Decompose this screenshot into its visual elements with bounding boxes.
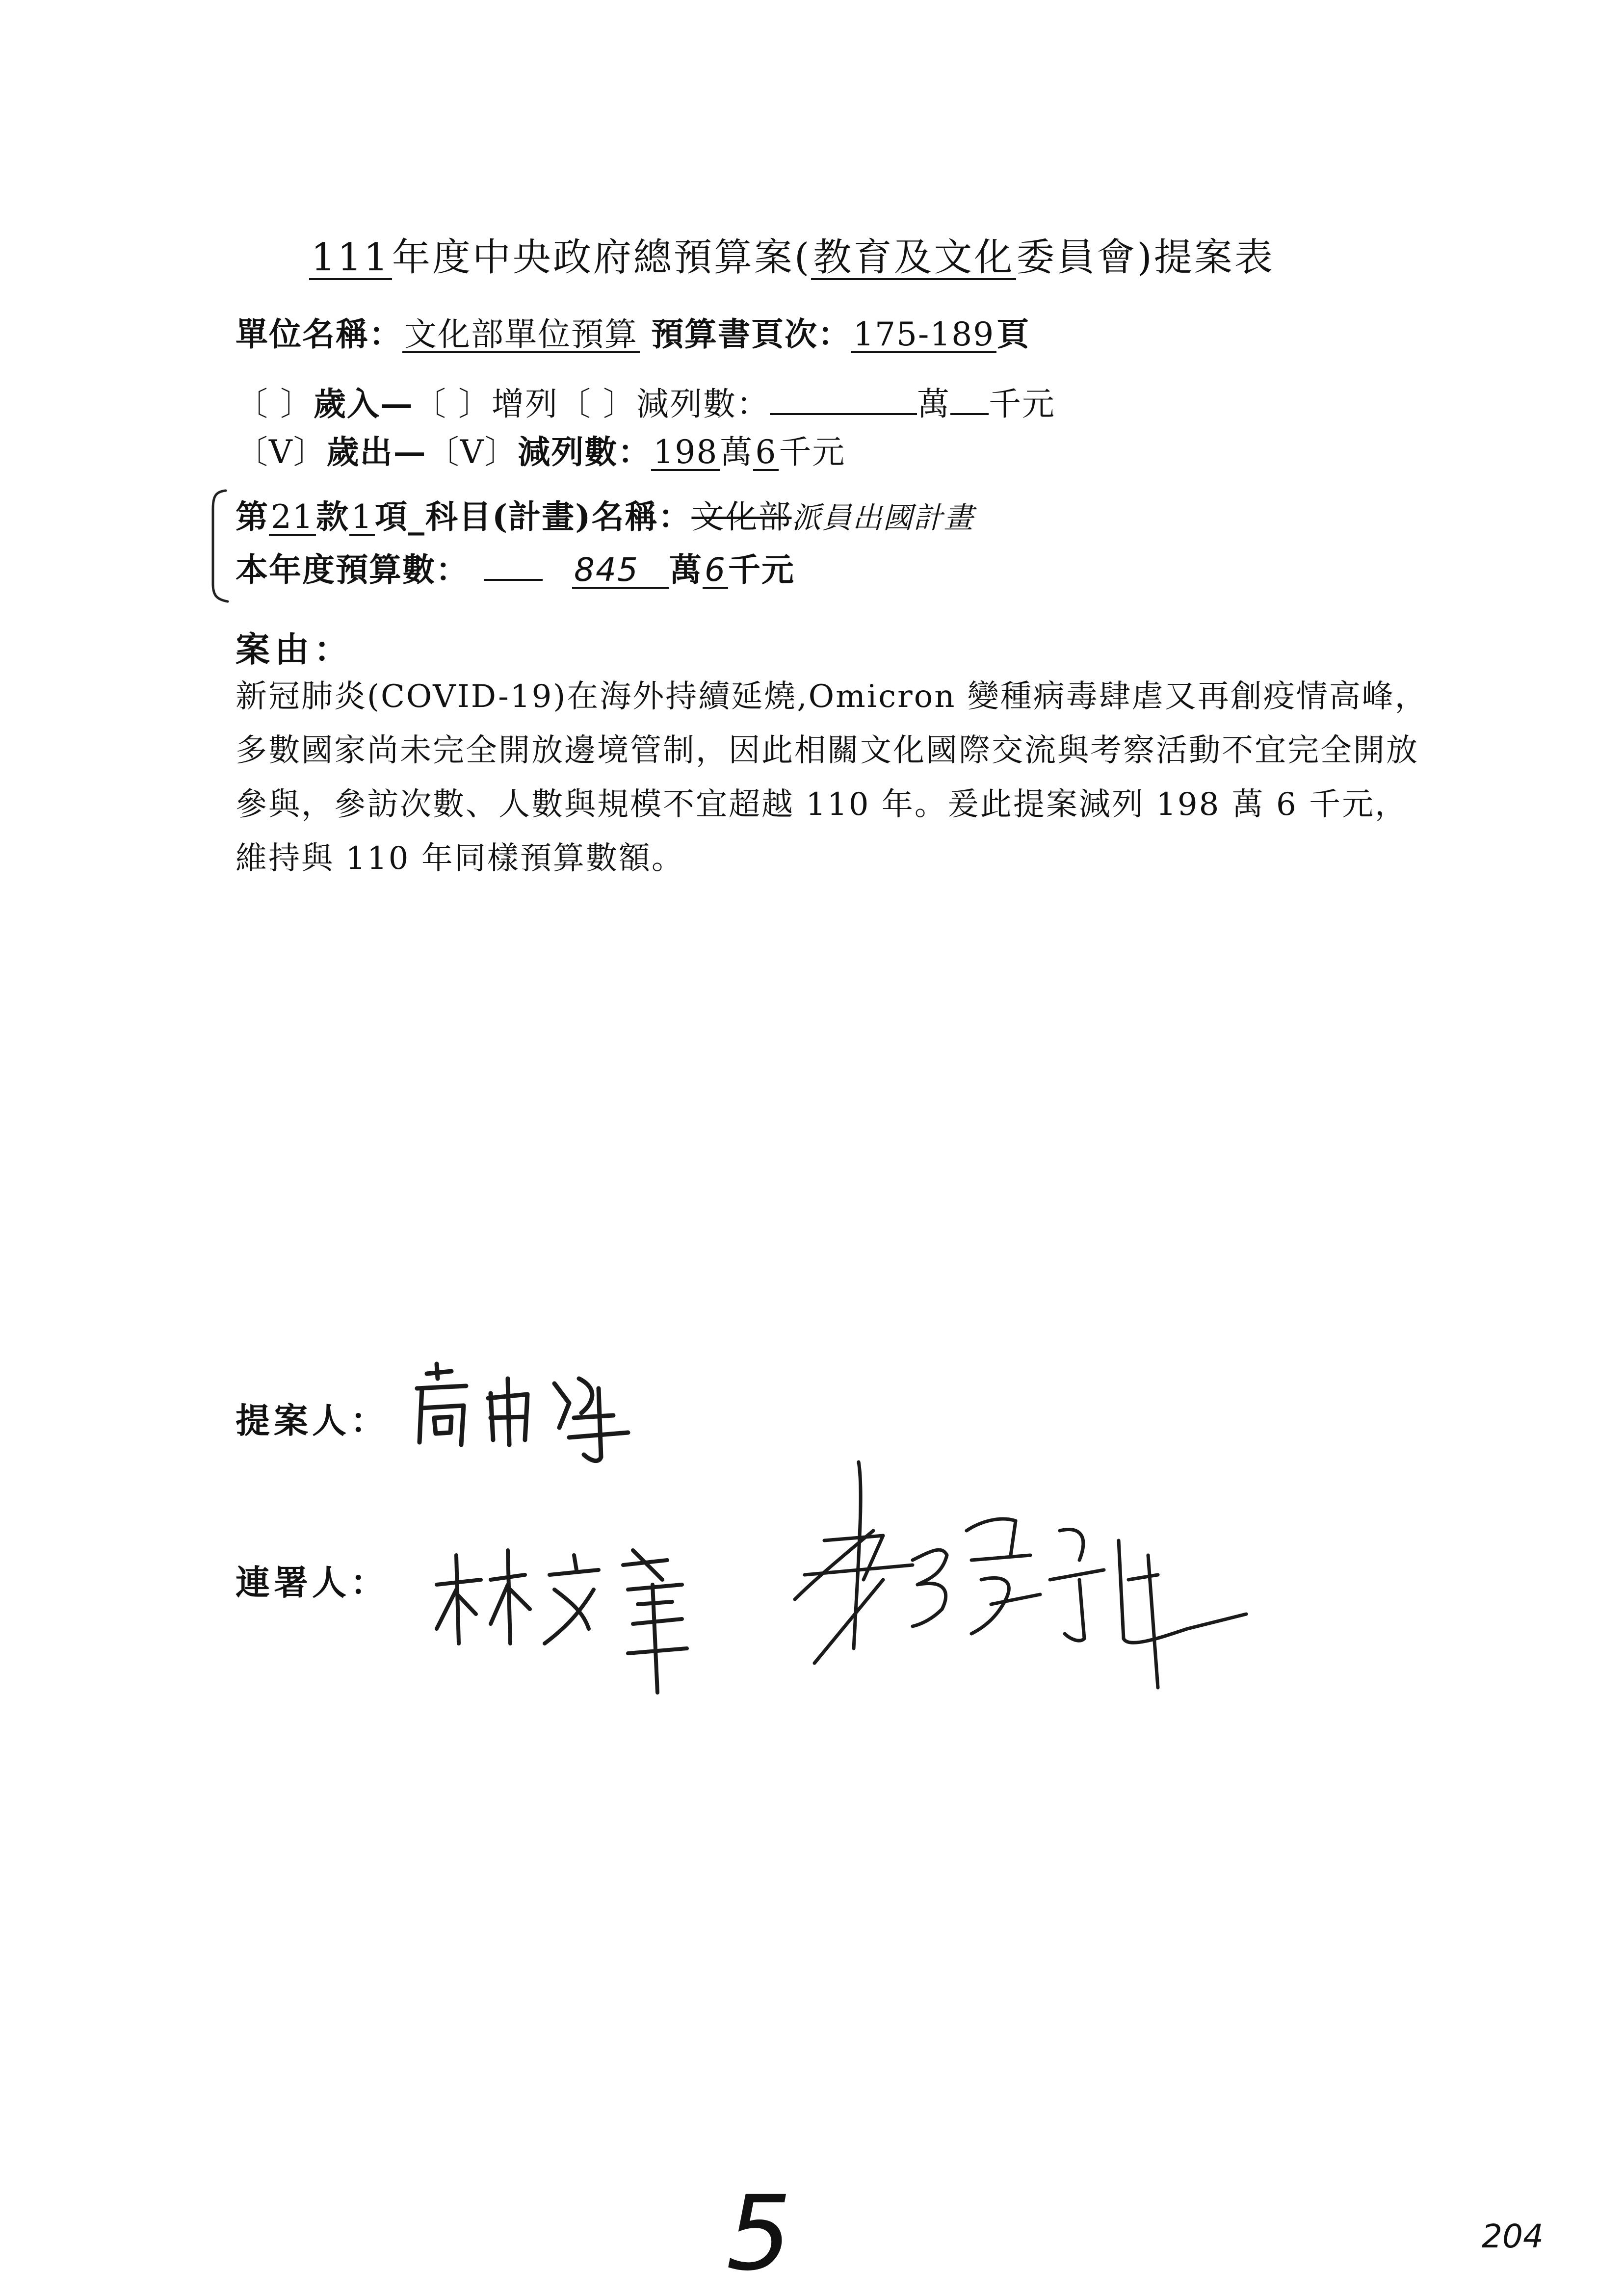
subject-prefix: 第 [236, 497, 269, 536]
revenue-qian-unit: 千元 [988, 385, 1055, 423]
title-end: 委員會)提案表 [1016, 235, 1275, 280]
revenue-wan-blank [770, 385, 917, 415]
subject-label: _科目(計畫)名稱： [408, 497, 692, 536]
page-unit: 頁 [996, 315, 1030, 353]
expenditure-label: 歲出— [326, 433, 427, 471]
expenditure-checkbox: 〔V〕 [236, 433, 327, 471]
page-label: 預算書頁次： [651, 315, 851, 353]
proposer-label: 提案人： [236, 1400, 389, 1441]
exp-wan-value: 198 [651, 435, 720, 471]
page-number-corner: 204 [1482, 2218, 1544, 2255]
page-range: 175-189 [851, 317, 996, 353]
budget-row [236, 544, 795, 590]
decrease-checkbox: 〔 〕 [558, 385, 636, 423]
expenditure-row [236, 426, 845, 472]
subject-kuan: 21 [269, 500, 316, 536]
budget-qian-unit: 千元 [728, 550, 795, 589]
revenue-checkbox: 〔 〕 [236, 385, 314, 423]
subject-xiang-label: 項 [374, 497, 408, 536]
fiscal-year: 111 [309, 238, 392, 280]
subject-handwritten-name: 派員出國計畫 [791, 501, 974, 535]
unit-row [236, 308, 1030, 355]
cosigners-label: 連署人： [236, 1562, 389, 1603]
revenue-label: 歲入— [313, 385, 414, 423]
title-text: 年度中央政府總預算案( [392, 235, 812, 280]
exp-wan-unit: 萬 [720, 433, 754, 471]
budget-label: 本年度預算數： [236, 550, 469, 589]
subject-struck-text: 文化部 [691, 498, 792, 536]
exp-qian-unit: 千元 [779, 433, 846, 471]
budget-wan-value: 845 [572, 553, 669, 589]
hand-bracket [206, 486, 236, 608]
exp-decrease-label: 減列數： [518, 433, 652, 471]
unit-label: 單位名稱： [236, 315, 402, 353]
subject-kuan-label: 款 [315, 497, 349, 536]
exp-decrease-checkbox: 〔V〕 [426, 433, 518, 471]
decrease-label: 減列數： [636, 385, 770, 423]
budget-wan-unit: 萬 [669, 550, 703, 589]
subject-row [236, 491, 974, 537]
unit-name: 文化部單位預算 [402, 317, 640, 353]
form-title [309, 227, 1275, 282]
revenue-wan-unit: 萬 [917, 385, 950, 423]
increase-checkbox: 〔 〕 [413, 385, 492, 423]
cosigner-signature-2 [785, 1433, 1276, 1796]
committee-name: 教育及文化 [811, 238, 1016, 280]
cosigner-signature-1 [427, 1531, 780, 1722]
increase-label: 增列 [491, 385, 558, 423]
proposer-signature [407, 1359, 682, 1472]
exp-qian-value: 6 [753, 435, 779, 471]
page-number-center: 5 [726, 2173, 792, 2294]
revenue-row [236, 378, 1055, 424]
subject-xiang: 1 [349, 500, 375, 536]
reason-text: 新冠肺炎(COVID-19)在海外持續延燒,Omicron 變種病毒肆虐又再創疫情高峰，多數國家尚未完全開放邊境管制，因此相關文化國際交流與考察活動不宜完全開放參與，參訪次數、人數與規模不宜超越 110 年。爰此提案減列 198 萬 6 千元，維持與 110 年同樣預算數額。 [236, 678, 1428, 877]
budget-blank [484, 550, 543, 581]
budget-qian-value: 6 [703, 553, 728, 589]
reason-heading: 案由： [236, 629, 353, 670]
revenue-qian-blank [950, 385, 989, 415]
